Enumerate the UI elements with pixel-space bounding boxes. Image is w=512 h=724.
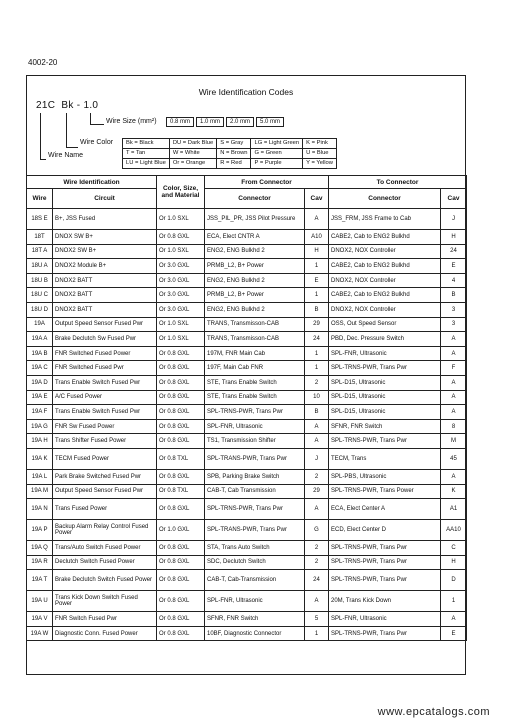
color-code-cell: LG = Light Green <box>251 139 303 149</box>
footer-watermark: www.epcatalogs.com <box>377 706 490 718</box>
table-row <box>27 484 467 499</box>
table-row <box>27 469 467 484</box>
color-code-cell: Bk = Black <box>123 139 170 149</box>
from-cav-cell: 2 <box>305 555 329 570</box>
color-size-header: Color, Size, and Material <box>157 176 205 209</box>
to-connector-cell: DNOX2, NOX Controller <box>329 244 441 259</box>
color-size-cell: Or 0.8 GXL <box>157 591 205 612</box>
circuit-cell: Output Speed Sensor Fused Pwr <box>53 317 157 332</box>
wire-cell: 19A H <box>27 434 53 449</box>
to-connector-cell: SPL-TRNS-PWR, Trans Pwr <box>329 570 441 591</box>
wire-cell: 18S E <box>27 209 53 230</box>
color-size-cell: Or 0.8 GXL <box>157 555 205 570</box>
size-box: 1.0 mm <box>196 117 224 127</box>
to-connector-cell: CABE2, Cab to ENG2 Bulkhd <box>329 259 441 274</box>
to-cav-cell: A <box>441 469 467 484</box>
color-size-cell: Or 0.8 GXL <box>157 405 205 420</box>
table-row <box>27 499 467 520</box>
page-number: 4002-20 <box>28 58 58 67</box>
to-connector-cell: ECD, Elect Center D <box>329 520 441 541</box>
wire-size-label: Wire Size (mm²) <box>106 118 157 125</box>
callout-line <box>90 113 91 124</box>
table-row <box>27 346 467 361</box>
color-size-cell: Or 0.8 GXL <box>157 612 205 627</box>
to-connector-cell: SPL-D15, Ultrasonic <box>329 390 441 405</box>
from-connector-cell: 197M, FNR Main Cab <box>205 346 305 361</box>
circuit-cell: A/C Fused Power <box>53 390 157 405</box>
to-connector-cell: SPL-D15, Ultrasonic <box>329 405 441 420</box>
table-row <box>27 302 467 317</box>
color-size-cell: Or 0.8 GXL <box>157 499 205 520</box>
from-connector-cell: JSS_PIL_PR, JSS Pilot Pressure <box>205 209 305 230</box>
from-connector-cell: PRMB_L2, B+ Power <box>205 288 305 303</box>
table-row <box>27 375 467 390</box>
to-connector-cell: SPL-TRNS-PWR, Trans Pwr <box>329 361 441 376</box>
from-connector-cell: SDC, Declutch Switch <box>205 555 305 570</box>
circuit-cell: FNR Switch Fused Pwr <box>53 612 157 627</box>
to-cav-cell: H <box>441 555 467 570</box>
example-wire-code: 21C Bk - 1.0 <box>36 100 99 111</box>
color-size-cell: Or 0.8 GXL <box>157 570 205 591</box>
size-box: 0.8 mm <box>166 117 194 127</box>
from-connector-cell: CAB-T, Cab Transmission <box>205 484 305 499</box>
wire-cell: 19A N <box>27 499 53 520</box>
circuit-cell: Trans Fused Power <box>53 499 157 520</box>
to-cav-cell: 45 <box>441 448 467 469</box>
wire-cell: 19A L <box>27 469 53 484</box>
from-connector-cell: SPL-FNR, Ultrasonic <box>205 591 305 612</box>
from-connector-header: From Connector <box>205 176 329 189</box>
to-connector-cell: DNOX2, NOX Controller <box>329 273 441 288</box>
color-code-cell: Or = Orange <box>169 159 216 169</box>
from-cav-cell: 1 <box>305 288 329 303</box>
color-size-cell: Or 0.8 GXL <box>157 434 205 449</box>
from-cav-cell: A <box>305 419 329 434</box>
wire-cell: 19A <box>27 317 53 332</box>
color-size-cell: Or 0.8 GXL <box>157 469 205 484</box>
to-cav-cell: A <box>441 375 467 390</box>
from-cav-cell: A10 <box>305 230 329 245</box>
color-size-cell: Or 0.8 GXL <box>157 375 205 390</box>
wire-cell: 19A K <box>27 448 53 469</box>
color-row <box>123 139 337 149</box>
to-connector-cell: TECM, Trans <box>329 448 441 469</box>
to-cav-cell: B <box>441 288 467 303</box>
color-row <box>123 159 337 169</box>
from-connector-cell: ECA, Elect CNTR A <box>205 230 305 245</box>
from-connector-cell: SPL-FNR, Ultrasonic <box>205 419 305 434</box>
to-connector-cell: SPL-D15, Ultrasonic <box>329 375 441 390</box>
from-cav-cell: 2 <box>305 469 329 484</box>
to-connector-cell: SPL-FNR, Ultrasonic <box>329 612 441 627</box>
to-cav-cell: A <box>441 405 467 420</box>
to-connector-cell: SFNR, FNR Switch <box>329 419 441 434</box>
from-connector-cell: ENG2, ENG Bulkhd 2 <box>205 273 305 288</box>
wire-cell: 18U C <box>27 288 53 303</box>
wire-cell: 19A U <box>27 591 53 612</box>
color-size-cell: Or 1.0 SXL <box>157 244 205 259</box>
from-connector-cell: SPL-TRNS-PWR, Trans Pwr <box>205 499 305 520</box>
color-code-cell: Y = Yellow <box>303 159 337 169</box>
circuit-cell: Trans Shifter Fused Power <box>53 434 157 449</box>
table-row <box>27 259 467 274</box>
from-cav-cell: A <box>305 591 329 612</box>
color-size-cell: Or 0.8 GXL <box>157 346 205 361</box>
from-connector-cell: TRANS, Transmisson-CAB <box>205 332 305 347</box>
from-cav-cell: 1 <box>305 346 329 361</box>
from-cav-cell: J <box>305 448 329 469</box>
wire-cell: 18T <box>27 230 53 245</box>
from-cav-cell: B <box>305 405 329 420</box>
circuit-cell: Trans Enable Switch Fused Pwr <box>53 375 157 390</box>
color-code-cell: R = Red <box>217 159 251 169</box>
color-size-cell: Or 1.0 GXL <box>157 520 205 541</box>
table-row <box>27 555 467 570</box>
color-size-cell: Or 0.8 GXL <box>157 361 205 376</box>
from-cav-cell: H <box>305 244 329 259</box>
to-cav-cell: A <box>441 390 467 405</box>
circuit-cell: Declutch Switch Fused Power <box>53 555 157 570</box>
to-connector-cell: SPL-TRNS-PWR, Trans Pwr <box>329 555 441 570</box>
table-row <box>27 390 467 405</box>
circuit-cell: Brake Declutch Sw Fused Pwr <box>53 332 157 347</box>
from-cav-cell: A <box>305 209 329 230</box>
color-size-cell: Or 1.0 SXL <box>157 332 205 347</box>
wire-cell: 19A T <box>27 570 53 591</box>
to-cav-cell: J <box>441 209 467 230</box>
wire-color-label: Wire Color <box>80 139 114 146</box>
wire-size-list <box>166 117 284 127</box>
to-cav-cell: 1 <box>441 591 467 612</box>
to-connector-header: To Connector <box>329 176 467 189</box>
to-cav-cell: 3 <box>441 302 467 317</box>
to-cav-cell: M <box>441 434 467 449</box>
to-connector-cell: 20M, Trans Kick Down <box>329 591 441 612</box>
to-connector-cell: JSS_FRM, JSS Frame to Cab <box>329 209 441 230</box>
from-cav-cell: E <box>305 273 329 288</box>
from-cav-cell: 29 <box>305 317 329 332</box>
from-connector-cell: STE, Trans Enable Switch <box>205 390 305 405</box>
size-box: 5.0 mm <box>256 117 284 127</box>
from-cav-cell: 10 <box>305 390 329 405</box>
circuit-cell: DNOX2 Module B+ <box>53 259 157 274</box>
to-cav-cell: 4 <box>441 273 467 288</box>
color-code-cell: P = Purple <box>251 159 303 169</box>
color-size-cell: Or 3.0 GXL <box>157 259 205 274</box>
callout-line <box>40 113 41 159</box>
callout-line <box>66 147 78 148</box>
color-size-cell: Or 0.8 GXL <box>157 626 205 641</box>
to-cav-cell: E <box>441 626 467 641</box>
from-connector-cell: TRANS, Transmisson-CAB <box>205 317 305 332</box>
wire-cell: 19A A <box>27 332 53 347</box>
wire-cell: 18U B <box>27 273 53 288</box>
color-size-cell: Or 0.8 GXL <box>157 390 205 405</box>
from-connector-column-header: Connector <box>205 189 305 209</box>
circuit-cell: TECM Fused Power <box>53 448 157 469</box>
from-connector-cell: 197F, Main Cab FNR <box>205 361 305 376</box>
color-size-cell: Or 0.8 GXL <box>157 541 205 556</box>
wire-cell: 19A C <box>27 361 53 376</box>
from-connector-cell: SPL-TRNS-PWR, Trans Pwr <box>205 405 305 420</box>
circuit-cell: Trans Enable Switch Fused Pwr <box>53 405 157 420</box>
wire-cell: 19A F <box>27 405 53 420</box>
callout-line <box>90 124 104 125</box>
circuit-cell: Backup Alarm Relay Control Fused Power <box>53 520 157 541</box>
wire-column-header: Wire <box>27 189 53 209</box>
from-connector-cell: SPL-TRANS-PWR, Trans Pwr <box>205 448 305 469</box>
from-connector-cell: SPL-TRANS-PWR, Trans Pwr <box>205 520 305 541</box>
to-cav-column-header: Cav <box>441 189 467 209</box>
to-cav-cell: 3 <box>441 317 467 332</box>
wire-cell: 18T A <box>27 244 53 259</box>
circuit-cell: FNR Switched Fused Pwr <box>53 361 157 376</box>
to-connector-cell: SPL-TRNS-PWR, Trans Pwr <box>329 626 441 641</box>
to-cav-cell: D <box>441 570 467 591</box>
to-cav-cell: C <box>441 541 467 556</box>
to-cav-cell: A1 <box>441 499 467 520</box>
to-connector-cell: CABE2, Cab to ENG2 Bulkhd <box>329 288 441 303</box>
to-cav-cell: 24 <box>441 244 467 259</box>
from-cav-cell: G <box>305 520 329 541</box>
from-cav-cell: 24 <box>305 570 329 591</box>
from-connector-cell: 10BF, Diagnostic Connector <box>205 626 305 641</box>
wire-cell: 19A Q <box>27 541 53 556</box>
color-size-cell: Or 1.0 SXL <box>157 209 205 230</box>
from-connector-cell: STA, Trans Auto Switch <box>205 541 305 556</box>
table-row <box>27 209 467 230</box>
to-cav-cell: K <box>441 484 467 499</box>
wire-cell: 18U A <box>27 259 53 274</box>
to-cav-cell: AA10 <box>441 520 467 541</box>
wire-cell: 18U D <box>27 302 53 317</box>
table-row <box>27 332 467 347</box>
color-row <box>123 149 337 159</box>
circuit-cell: Diagnostic Conn. Fused Power <box>53 626 157 641</box>
codes-title: Wire Identification Codes <box>198 87 294 97</box>
from-connector-cell: SPB, Parking Brake Switch <box>205 469 305 484</box>
table-row <box>27 361 467 376</box>
to-connector-column-header: Connector <box>329 189 441 209</box>
wire-cell: 19A R <box>27 555 53 570</box>
to-connector-cell: CABE2, Cab to ENG2 Bulkhd <box>329 230 441 245</box>
table-row <box>27 570 467 591</box>
table-row <box>27 434 467 449</box>
from-cav-cell: 2 <box>305 541 329 556</box>
table-row <box>27 591 467 612</box>
wire-cell: 19A P <box>27 520 53 541</box>
table-row <box>27 288 467 303</box>
from-cav-cell: B <box>305 302 329 317</box>
wire-cell: 19A E <box>27 390 53 405</box>
from-cav-column-header: Cav <box>305 189 329 209</box>
to-cav-cell: H <box>441 230 467 245</box>
wire-cell: 19A G <box>27 419 53 434</box>
wire-cell: 19A M <box>27 484 53 499</box>
color-size-cell: Or 3.0 GXL <box>157 302 205 317</box>
color-code-cell: G = Green <box>251 149 303 159</box>
to-connector-cell: ECA, Elect Center A <box>329 499 441 520</box>
to-connector-cell: SPL-TRNS-PWR, Trans Power <box>329 484 441 499</box>
to-cav-cell: A <box>441 612 467 627</box>
table-row <box>27 520 467 541</box>
callout-line <box>66 113 67 147</box>
color-size-cell: Or 0.8 TXL <box>157 448 205 469</box>
color-code-cell: DU = Dark Blue <box>169 139 216 149</box>
to-connector-cell: SPL-PBS, Ultrasonic <box>329 469 441 484</box>
circuit-cell: FNR Sw Fused Power <box>53 419 157 434</box>
color-code-table <box>122 138 337 169</box>
to-connector-cell: SPL-TRNS-PWR, Trans Pwr <box>329 434 441 449</box>
to-cav-cell: 8 <box>441 419 467 434</box>
wire-cell: 19A W <box>27 626 53 641</box>
table-row <box>27 405 467 420</box>
color-code-cell: S = Gray <box>217 139 251 149</box>
table-row <box>27 612 467 627</box>
circuit-cell: Trans/Auto Switch Fused Power <box>53 541 157 556</box>
color-size-cell: Or 0.8 GXL <box>157 419 205 434</box>
color-size-cell: Or 0.8 GXL <box>157 230 205 245</box>
table-row <box>27 626 467 641</box>
from-cav-cell: 1 <box>305 361 329 376</box>
circuit-cell: Trans Kick Down Switch Fused Power <box>53 591 157 612</box>
circuit-cell: DNOX2 BATT <box>53 302 157 317</box>
from-connector-cell: ENG2, ENG Bulkhd 2 <box>205 244 305 259</box>
to-cav-cell: E <box>441 259 467 274</box>
from-cav-cell: 29 <box>305 484 329 499</box>
color-code-cell: T = Tan <box>123 149 170 159</box>
to-connector-cell: SPL-FNR, Ultrasonic <box>329 346 441 361</box>
color-size-cell: Or 3.0 GXL <box>157 273 205 288</box>
from-connector-cell: TS1, Transmission Shifter <box>205 434 305 449</box>
circuit-cell: DNOX2 BATT <box>53 273 157 288</box>
wire-cell: 19A D <box>27 375 53 390</box>
table-row <box>27 419 467 434</box>
from-connector-cell: CAB-T, Cab-Transmission <box>205 570 305 591</box>
wire-cell: 19A V <box>27 612 53 627</box>
from-connector-cell: ENG2, ENG Bulkhd 2 <box>205 302 305 317</box>
from-cav-cell: A <box>305 499 329 520</box>
size-box: 2.0 mm <box>226 117 254 127</box>
circuit-cell: B+, JSS Fused <box>53 209 157 230</box>
color-code-cell: K = Pink <box>303 139 337 149</box>
to-connector-cell: SPL-TRNS-PWR, Trans Pwr <box>329 541 441 556</box>
circuit-cell: DNOX2 BATT <box>53 288 157 303</box>
to-connector-cell: PBD, Dec. Pressure Switch <box>329 332 441 347</box>
from-cav-cell: 1 <box>305 259 329 274</box>
table-row <box>27 230 467 245</box>
table-row <box>27 244 467 259</box>
to-cav-cell: A <box>441 332 467 347</box>
color-size-cell: Or 3.0 GXL <box>157 288 205 303</box>
callout-line <box>40 159 46 160</box>
from-connector-cell: STE, Trans Enable Switch <box>205 375 305 390</box>
circuit-cell: Brake Declutch Switch Fused Power <box>53 570 157 591</box>
table-row <box>27 541 467 556</box>
color-size-cell: Or 0.8 TXL <box>157 484 205 499</box>
color-size-cell: Or 1.0 SXL <box>157 317 205 332</box>
table-row <box>27 317 467 332</box>
wire-table <box>26 175 467 641</box>
wire-name-label: Wire Name <box>48 152 84 159</box>
circuit-cell: DNOX SW B+ <box>53 230 157 245</box>
color-code-cell: U = Blue <box>303 149 337 159</box>
from-cav-cell: 2 <box>305 375 329 390</box>
table-row <box>27 273 467 288</box>
to-connector-cell: DNOX2, NOX Controller <box>329 302 441 317</box>
color-code-cell: LU = Light Blue <box>123 159 170 169</box>
wire-cell: 19A B <box>27 346 53 361</box>
from-cav-cell: 5 <box>305 612 329 627</box>
to-connector-cell: OSS, Out Speed Sensor <box>329 317 441 332</box>
to-cav-cell: A <box>441 346 467 361</box>
circuit-cell: Park Brake Switched Fused Pwr <box>53 469 157 484</box>
circuit-cell: Output Speed Sensor Fused Pwr <box>53 484 157 499</box>
table-row <box>27 448 467 469</box>
from-cav-cell: 24 <box>305 332 329 347</box>
color-code-cell: W = White <box>169 149 216 159</box>
wire-identification-header: Wire Identification <box>27 176 157 189</box>
from-connector-cell: SFNR, FNR Switch <box>205 612 305 627</box>
from-cav-cell: 1 <box>305 626 329 641</box>
to-cav-cell: F <box>441 361 467 376</box>
from-connector-cell: PRMB_L2, B+ Power <box>205 259 305 274</box>
circuit-cell: DNOX2 SW B+ <box>53 244 157 259</box>
color-code-cell: N = Brown <box>217 149 251 159</box>
circuit-column-header: Circuit <box>53 189 157 209</box>
from-cav-cell: A <box>305 434 329 449</box>
circuit-cell: FNR Switched Fused Power <box>53 346 157 361</box>
